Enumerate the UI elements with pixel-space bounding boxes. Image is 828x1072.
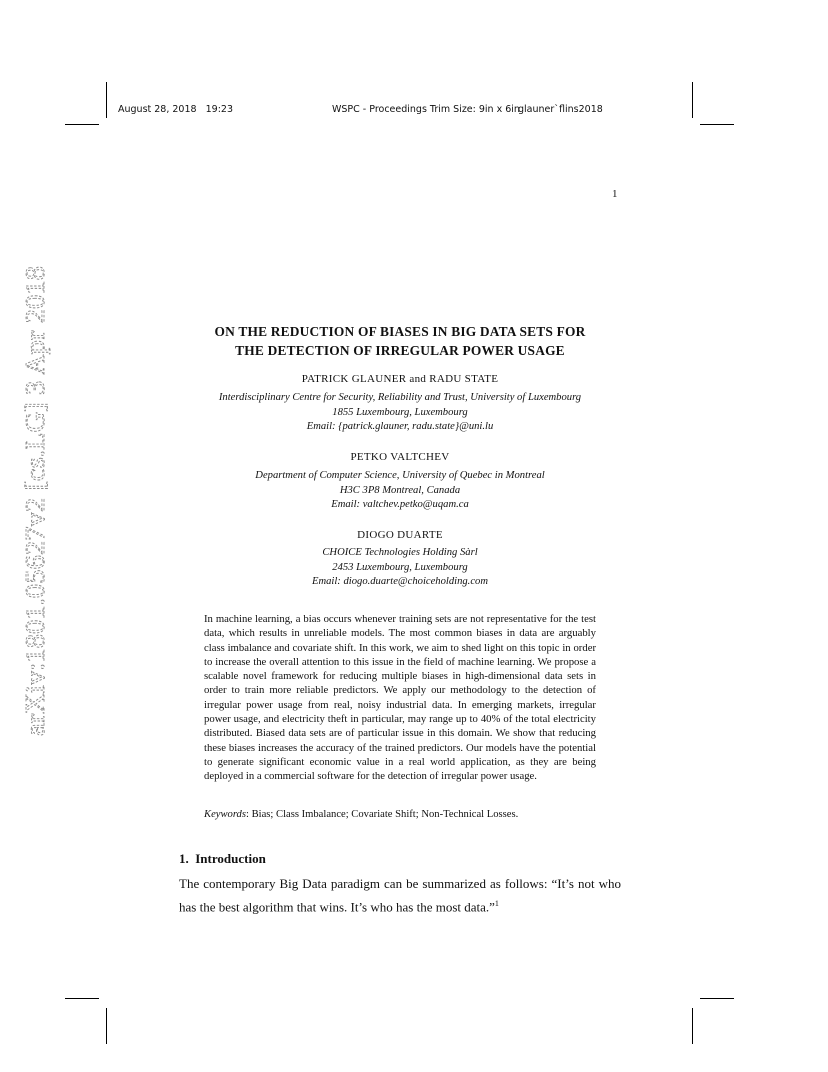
affiliation-1-line-1: Interdisciplinary Centre for Security, Reliability and Trust, University of Luxembourg <box>218 392 582 403</box>
abstract-text: In machine learning, a bias occurs whenever training sets are not representative for the test data, which results in unreliable models. The most common biases in data are arguably class imbalance and covariate shift. In this work, we aim to shed light on this topic in order to increase the overall attention to this issue in the field of machine learning. We propose a scalable novel framework for reducing multiple biases in high-dimensional data sets in order to train more reliable predictors. We apply our methodology to the detection of irregular power usage from real, noisy industrial data. In emerging markets, irregular power usage, and electricity theft in particular, may range up to 40% of the total electricity distributed. Biased data sets are of particular issue in this domain. We show that reducing these biases increases the accuracy of the trained predictors. Our models have the potential to generate significant economic value in a real world application, as they are being deployed in a commercial software for the detection of irregular power usage. <box>204 613 596 783</box>
author-names-2: PETKO VALTCHEV <box>350 451 450 463</box>
crop-mark-bottom-right-horizontal <box>700 998 734 999</box>
header-date: August 28, 2018 <box>118 104 197 115</box>
affiliation-2-email: Email: valtchev.petko@uqam.ca <box>331 499 469 510</box>
affiliation-3-line-1: CHOICE Technologies Holding Sàrl <box>322 547 478 558</box>
keywords <box>204 809 518 820</box>
running-head-date <box>118 104 233 115</box>
intro-text: The contemporary Big Data paradigm can be summarized as follows: “It’s not who has the best algorithm that wins. It’s who has the most data.” <box>179 876 621 915</box>
page-number: 1 <box>612 188 618 200</box>
affiliation-2-line-1: Department of Computer Science, University of Quebec in Montreal <box>255 470 545 481</box>
intro-paragraph <box>179 874 621 917</box>
keywords-text: : Bias; Class Imbalance; Covariate Shift; Non-Technical Losses. <box>245 809 519 820</box>
affiliation-2-line-2: H3C 3P8 Montreal, Canada <box>339 484 461 496</box>
crop-mark-top-right-horizontal <box>700 124 734 125</box>
affiliation-2 <box>178 469 622 513</box>
affiliation-1-email: Email: {patrick.glauner, radu.state}@uni.lu <box>306 421 494 432</box>
crop-mark-top-left-vertical <box>106 82 107 118</box>
running-head-trim: WSPC - Proceedings Trim Size: 9in x 6in <box>332 104 520 115</box>
crop-mark-top-left-horizontal <box>65 124 99 125</box>
affiliation-1-line-2: 1855 Luxembourg, Luxembourg <box>332 406 468 418</box>
crop-mark-bottom-left-vertical <box>106 1008 107 1044</box>
running-head-file: glauner`flins2018 <box>518 104 603 115</box>
section-title: Introduction <box>195 851 266 866</box>
footnote-marker: 1 <box>494 899 499 908</box>
crop-mark-bottom-left-horizontal <box>65 998 99 999</box>
crop-mark-bottom-right-vertical <box>692 1008 693 1044</box>
arxiv-stamp-text: arXiv:1801.05627v2 [cs.LG] 3 Apr 2018 <box>20 293 50 736</box>
affiliation-3 <box>178 546 622 590</box>
keywords-label: Keywords <box>204 809 246 820</box>
affiliation-1 <box>150 391 650 435</box>
abstract <box>204 612 596 784</box>
author-names-1: PATRICK GLAUNER and RADU STATE <box>301 373 499 385</box>
section-heading <box>179 851 266 867</box>
affiliation-3-line-2: 2453 Luxembourg, Luxembourg <box>332 561 468 573</box>
arxiv-stamp <box>14 264 54 738</box>
affiliation-3-email: Email: diogo.duarte@choiceholding.com <box>312 576 488 587</box>
crop-mark-top-right-vertical <box>692 82 693 118</box>
header-time: 19:23 <box>205 104 234 115</box>
section-number: 1. <box>179 851 189 866</box>
title-line-2: THE DETECTION OF IRREGULAR POWER USAGE <box>235 343 565 358</box>
paper-title <box>178 322 622 360</box>
title-line-1: ON THE REDUCTION OF BIASES IN BIG DATA SETS FOR <box>214 324 586 339</box>
author-names-3: DIOGO DUARTE <box>357 529 443 541</box>
